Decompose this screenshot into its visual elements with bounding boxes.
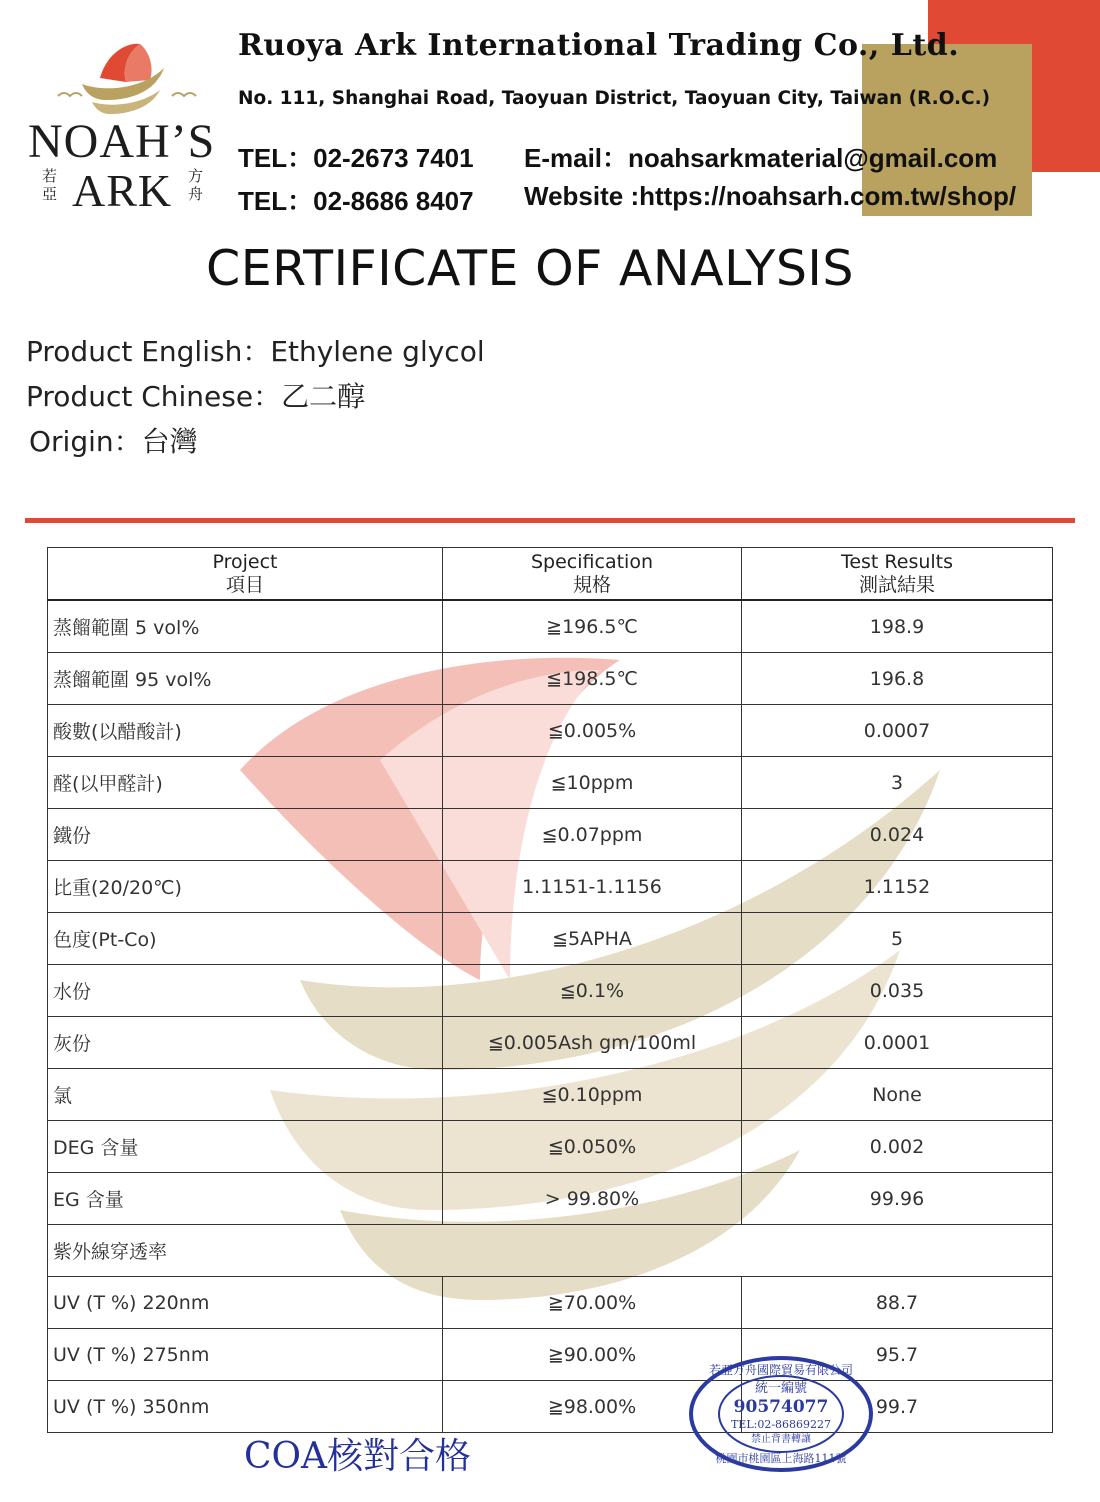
row-result: 95.7 xyxy=(742,1329,1053,1381)
row-result: None xyxy=(742,1069,1053,1121)
row-result: 0.035 xyxy=(742,965,1053,1017)
row-spec: ≦0.005Ash gm/100ml xyxy=(443,1017,742,1069)
row-project: 灰份 xyxy=(48,1017,443,1069)
table-header-row xyxy=(48,548,1053,601)
origin: Origin：台灣 xyxy=(29,425,198,458)
row-spec: ≦5APHA xyxy=(443,913,742,965)
row-result: 0.002 xyxy=(742,1121,1053,1173)
seal-line-5: 禁止背書轉讓 xyxy=(751,1434,811,1445)
row-spec: ≧196.5℃ xyxy=(443,600,742,653)
row-result: 88.7 xyxy=(742,1277,1053,1329)
row-project: 比重(20/20℃) xyxy=(48,861,443,913)
table-row xyxy=(48,1069,1053,1121)
row-spec: ≧90.00% xyxy=(443,1329,742,1381)
seal-line-3: 90574077 xyxy=(733,1397,829,1417)
row-project: 氯 xyxy=(48,1069,443,1121)
row-spec: 1.1151-1.1156 xyxy=(443,861,742,913)
table-row xyxy=(48,705,1053,757)
website-text: Website :https://noahsarh.com.tw/shop/ xyxy=(524,181,1017,211)
table-row xyxy=(48,1381,1053,1433)
logo-text-top: NOAH’S xyxy=(28,115,216,168)
tel-1: TEL：02-2673 7401 xyxy=(238,143,474,173)
coa-approval-note: COA核對合格 xyxy=(244,1436,472,1477)
row-project: 醛(以甲醛計) xyxy=(48,757,443,809)
row-spec: ≧70.00% xyxy=(443,1277,742,1329)
row-project: UV (T %) 275nm xyxy=(48,1329,443,1381)
row-project: UV (T %) 350nm xyxy=(48,1381,443,1433)
row-spec: ≦0.005% xyxy=(443,705,742,757)
header-specification: Specification 規格 xyxy=(443,548,742,601)
email-text: E-mail：noahsarkmaterial@gmail.com xyxy=(524,143,998,173)
table-row xyxy=(48,757,1053,809)
table-row xyxy=(48,1017,1053,1069)
row-spec: ≦198.5℃ xyxy=(443,653,742,705)
row-result: 0.0001 xyxy=(742,1017,1053,1069)
analysis-table xyxy=(47,547,1053,1433)
row-spec: ≧98.00% xyxy=(443,1381,742,1433)
divider-rule xyxy=(25,518,1075,523)
table-row xyxy=(48,1329,1053,1381)
document-title: CERTIFICATE OF ANALYSIS xyxy=(206,240,854,297)
company-seal-stamp xyxy=(686,1354,876,1474)
product-chinese: Product Chinese：乙二醇 xyxy=(26,380,366,413)
row-project: 蒸餾範圍 95 vol% xyxy=(48,653,443,705)
row-spec: ≦10ppm xyxy=(443,757,742,809)
row-project: 鐵份 xyxy=(48,809,443,861)
table-row xyxy=(48,913,1053,965)
row-project: DEG 含量 xyxy=(48,1121,443,1173)
table-section-row xyxy=(48,1225,1053,1277)
row-spec: ≦0.1% xyxy=(443,965,742,1017)
seal-line-4: TEL:02-86869227 xyxy=(730,1418,832,1431)
row-project: 蒸餾範圍 5 vol% xyxy=(48,600,443,653)
table-row xyxy=(48,600,1053,653)
row-result: 5 xyxy=(742,913,1053,965)
table-row xyxy=(48,1121,1053,1173)
seal-line-6: 桃園市桃園區上海路111號 xyxy=(715,1452,847,1465)
row-result: 198.9 xyxy=(742,600,1053,653)
logo-text-bottom: ARK xyxy=(72,165,173,216)
row-spec: ≦0.07ppm xyxy=(443,809,742,861)
table-row xyxy=(48,1277,1053,1329)
row-result: 196.8 xyxy=(742,653,1053,705)
row-result: 0.024 xyxy=(742,809,1053,861)
table-row xyxy=(48,965,1053,1017)
row-result: 3 xyxy=(742,757,1053,809)
row-project: 水份 xyxy=(48,965,443,1017)
seal-line-2: 統一編號 xyxy=(754,1381,808,1396)
row-result: 1.1152 xyxy=(742,861,1053,913)
row-spec: ≦0.10ppm xyxy=(443,1069,742,1121)
logo-cjk-left: 若亞 xyxy=(42,169,59,203)
row-spec: > 99.80% xyxy=(443,1173,742,1225)
seal-icon xyxy=(686,1354,876,1474)
table-row xyxy=(48,653,1053,705)
row-project: EG 含量 xyxy=(48,1173,443,1225)
row-result: 99.96 xyxy=(742,1173,1053,1225)
logo-cjk-right: 方舟 xyxy=(188,169,205,203)
table-row xyxy=(48,861,1053,913)
noahs-ark-logo xyxy=(22,38,228,218)
uv-section-label: 紫外線穿透率 xyxy=(48,1225,1053,1277)
header-test-results: Test Results 測試結果 xyxy=(742,548,1053,601)
row-spec: ≦0.050% xyxy=(443,1121,742,1173)
row-project: UV (T %) 220nm xyxy=(48,1277,443,1329)
product-english: Product English：Ethylene glycol xyxy=(26,335,485,368)
row-result: 99.7 xyxy=(742,1381,1053,1433)
row-project: 酸數(以醋酸計) xyxy=(48,705,443,757)
tel-2: TEL：02-8686 8407 xyxy=(238,186,474,216)
seal-line-1: 若亞方舟國際貿易有限公司 xyxy=(708,1363,854,1377)
company-name: Ruoya Ark International Trading Co., Ltd. xyxy=(238,28,960,63)
header-project: Project 項目 xyxy=(48,548,443,601)
table-row xyxy=(48,809,1053,861)
row-result: 0.0007 xyxy=(742,705,1053,757)
table-row xyxy=(48,1173,1053,1225)
company-address: No. 111, Shanghai Road, Taoyuan District, Taoyuan City, Taiwan (R.O.C.) xyxy=(238,88,991,109)
row-project: 色度(Pt-Co) xyxy=(48,913,443,965)
